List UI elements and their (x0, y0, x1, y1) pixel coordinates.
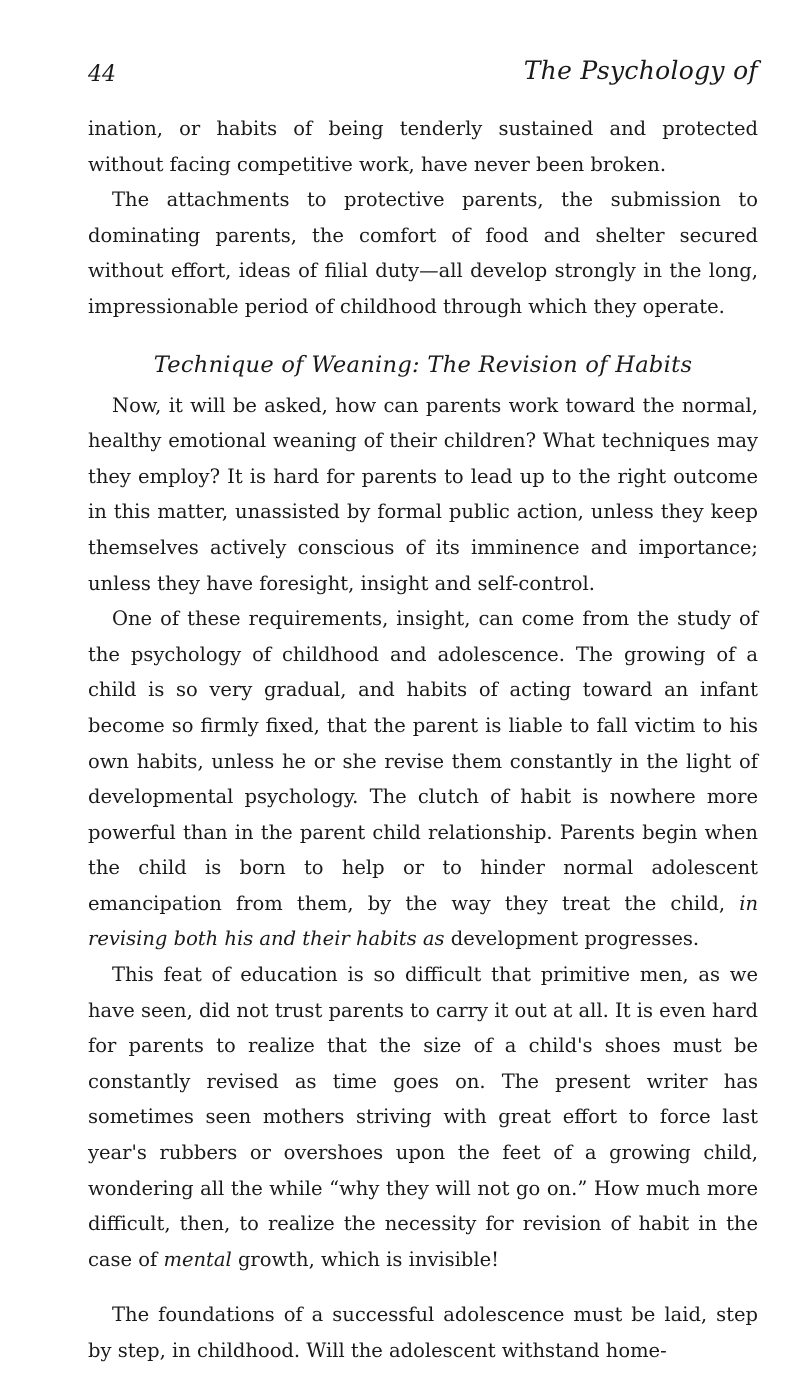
running-title: The Psychology of (523, 56, 758, 85)
paragraph-insight (88, 601, 758, 957)
book-page (88, 56, 758, 1369)
paragraph-education-tail: growth, which is invisible! (231, 1247, 499, 1271)
page-number: 44 (88, 62, 116, 87)
paragraph-continued: ination, or habits of being tenderly sustained and protected without facing competitive work, have never been broken. (88, 117, 758, 176)
paragraph-insight-text: One of these requirements, insight, can come from the study of the psychology of childhood and adolescence. The growing of a child is so very gradual, and habits of acting toward an infant become so firmly fixed, that the parent is liable to fall victim to his own habits, unless he or she revise them constantly in the light of developmental psychology. The clutch of habit is nowhere more powerful than in the parent child relationship. Parents begin when the child is born to help or to hinder normal adolescent emancipation from them, by the way they treat the child, (88, 607, 758, 915)
paragraph-insight-tail: development progresses. (444, 927, 700, 951)
paragraph-education-emphasis: mental (163, 1247, 232, 1271)
paragraph-education-text: This feat of education is so difficult that primitive men, as we have seen, did not trust parents to carry it out at all. It is even hard for parents to realize that the size of a child's shoes must be constantly revised as time goes on. The present writer has sometimes seen mothers striving with great effort to force last year's rubbers or overshoes upon the feet of a growing child, wondering all the while “why they will not go on.” How much more difficult, then, to realize the necessity for revision of habit in the case of (88, 963, 759, 1271)
paragraph-weaning-question: Now, it will be asked, how can parents work toward the normal, healthy emotional weaning of their children? What techniques may they employ? It is hard for parents to lead up to the right outcome in this matter, unassisted by formal public action, unless they keep themselves actively conscious of its imminence and importance; unless they have foresight, insight and self-control. (88, 393, 758, 595)
running-head (88, 56, 758, 100)
paragraph-attachments: The attachments to protective parents, the submission to dominating parents, the comfort of food and shelter secured without effort, ideas of filial duty—all develop strongly in the long, impressionable period of childhood through which they operate. (88, 188, 758, 318)
section-heading: Technique of Weaning: The Revision of Habits (153, 351, 693, 378)
paragraph-education-feat (88, 957, 758, 1277)
paragraph-foundations: The foundations of a successful adolescence must be laid, step by step, in childhood. Will the adolescent withstand home- (88, 1303, 758, 1362)
paragraph-insight-emphasis: in revising both his and their habits as (88, 891, 758, 951)
